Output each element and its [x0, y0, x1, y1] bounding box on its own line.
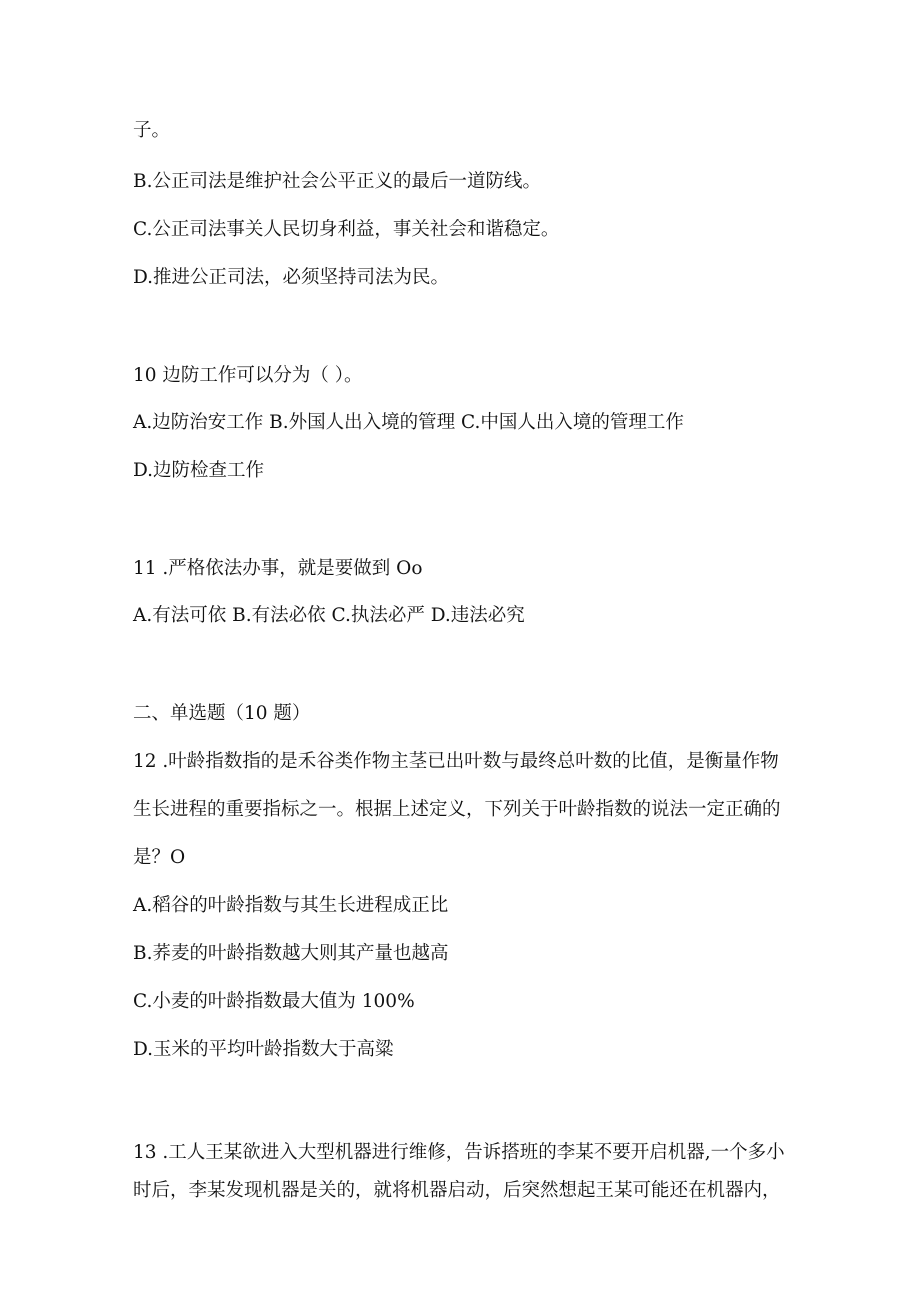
question-12-option-b: B.荞麦的叶龄指数越大则其产量也越高 [133, 943, 449, 964]
option-b-line: B.公正司法是维护社会公平正义的最后一道防线。 [133, 171, 541, 192]
question-12-line-3: 是？O [133, 847, 186, 868]
question-12-line-1: 12 .叶龄指数指的是禾谷类作物主茎已出叶数与最终总叶数的比值，是衡量作物 [133, 751, 779, 772]
question-13-line-1: 13 .工人王某欲进入大型机器进行维修，告诉搭班的李某不要开启机器,一个多小 [133, 1142, 785, 1163]
question-13-line-2: 时后，李某发现机器是关的，就将机器启动，后突然想起王某可能还在机器内， [133, 1180, 781, 1201]
question-11: 11 .严格依法办事，就是要做到 Oo [133, 558, 423, 579]
question-12-line-2: 生长进程的重要指标之一。根据上述定义，下列关于叶龄指数的说法一定正确的 [133, 799, 781, 820]
text-line-prev-question-end: 子。 [133, 120, 171, 141]
question-10-options-abc: A.边防治安工作 B.外国人出入境的管理 C.中国人出入境的管理工作 [133, 412, 684, 433]
question-12-option-c: C.小麦的叶龄指数最大值为 100% [133, 991, 415, 1012]
option-d-line: D.推进公正司法，必须坚持司法为民。 [133, 267, 450, 288]
question-10-option-d: D.边防检查工作 [133, 460, 265, 481]
question-12-option-a: A.稻谷的叶龄指数与其生长进程成正比 [133, 895, 449, 916]
section-heading: 二、单选题（10 题） [133, 703, 311, 724]
question-12-option-d: D.玉米的平均叶龄指数大于高粱 [133, 1039, 394, 1060]
question-10: 10 边防工作可以分为（ ）。 [133, 365, 363, 386]
option-c-line: C.公正司法事关人民切身利益，事关社会和谐稳定。 [133, 219, 560, 240]
question-11-options: A.有法可依 B.有法必依 C.执法必严 D.违法必究 [133, 605, 525, 626]
